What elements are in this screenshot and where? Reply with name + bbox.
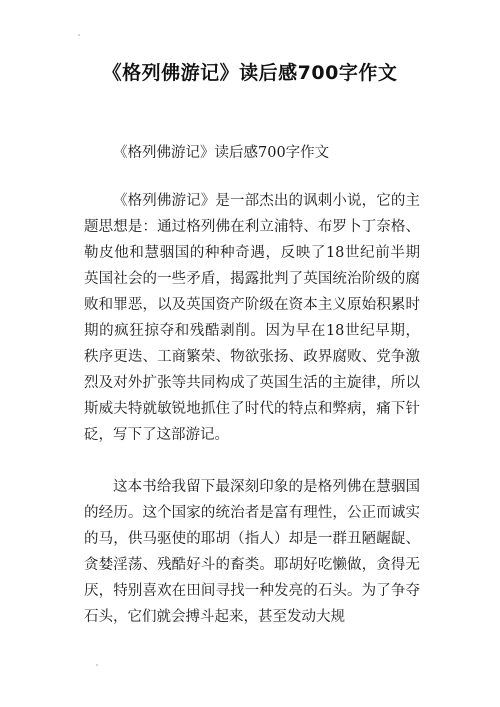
document-body: [84, 140, 420, 630]
scan-speck: [78, 34, 80, 36]
page-title: 《格列佛游记》读后感700字作文: [102, 62, 398, 84]
paragraph-2: 这本书给我留下最深刻印象的是格列佛在慧骃国的经历。这个国家的统治者是富有理性，公正而诚实的马，供马驱使的耶胡（指人）却是一群丑陋龌龊、贪婪淫荡、残酷好斗的畜类。耶胡好吃懒做，贪得无厌，特别喜欢在田间寻找一种发亮的石头。为了争夺石头，它们就会搏斗起来，甚至发动大规: [84, 479, 420, 625]
document-subtitle: 《格列佛游记》读后感700字作文: [113, 145, 330, 161]
paragraph-1: 《格列佛游记》是一部杰出的讽刺小说，它的主题思想是：通过格列佛在利立浦特、布罗卜丁奈格、勒皮他和慧骃国的种种奇遇，反映了18世纪前半期英国社会的一些矛盾，揭露批判了英国统治阶级的腐败和罪恶，以及英国资产阶级在资本主义原始积累时期的疯狂掠夺和残酷剥削。因为早在18世纪早期，秩序更迭、工商繁荣、物欲张扬、政界腐败、党争激烈及对外扩张等共同构成了英国生活的主旋律，所以斯威夫特就敏锐地抓住了时代的特点和弊病，痛下针砭，写下了这部游记。: [84, 193, 420, 443]
scan-speck: [96, 664, 98, 666]
